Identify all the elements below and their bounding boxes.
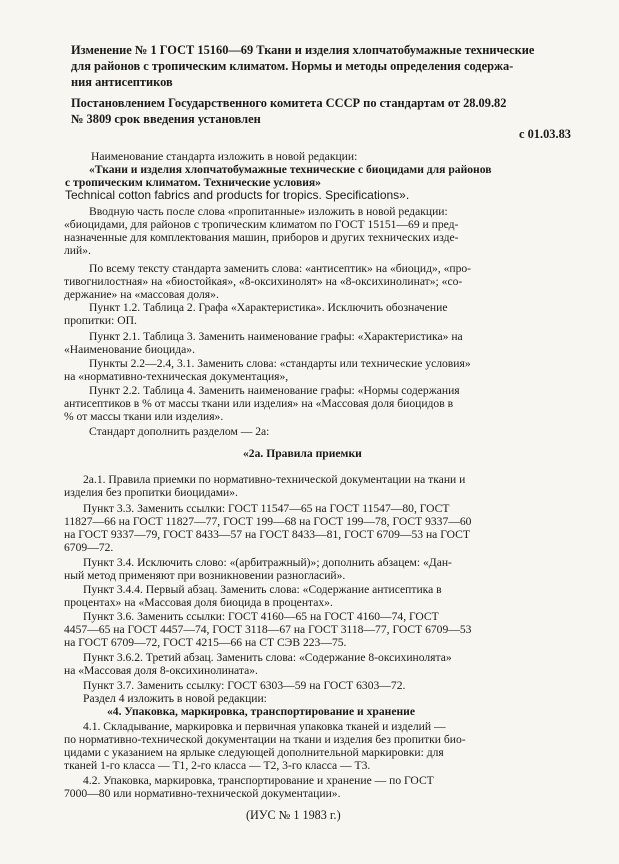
body-line: Пункт 1.2. Таблица 2. Графа «Характеристика». Исключить обозначение [89, 301, 448, 314]
body-line: 4.2. Упаковка, маркировка, транспортирование и хранение — по ГОСТ [83, 774, 434, 787]
body-line: на «Массовая доля 8-оксихинолината». [64, 664, 258, 677]
body-line: процентах» на «Массовая доля биоцида в процентах». [64, 596, 333, 609]
body-line: Пункт 3.4. Исключить слово: «(арбитражный)»; дополнить абзацем: «Дан- [83, 556, 452, 569]
body-line: «Наименование биоцида». [64, 343, 195, 356]
body-line: Наименование стандарта изложить в новой редакции: [91, 150, 358, 163]
body-line: «биоцидами, для районов с тропическим климатом по ГОСТ 15151—69 и пред- [64, 218, 459, 231]
amendment-title-line-1: Изменение № 1 ГОСТ 15160—69 Ткани и изделия хлопчатобумажные технические [71, 43, 535, 57]
effective-date: с 01.03.83 [519, 127, 571, 141]
body-line: % от массы ткани или изделия». [64, 410, 224, 423]
body-line: Пункт 2.1. Таблица 3. Заменить наименование графы: «Характеристика» на [89, 330, 463, 343]
body-line: с тропическим климатом. Технические условия» [65, 176, 321, 189]
body-line: 6709—72. [64, 541, 114, 554]
body-line: Вводную часть после слова «пропитанные» изложить в новой редакции: [89, 205, 448, 218]
body-line: 7000—80 или нормативно-технической документации». [64, 787, 341, 800]
body-line: Стандарт дополнить разделом — 2а: [89, 425, 270, 438]
body-line: Technical cotton fabrics and products for tropics. Specifications». [65, 188, 410, 202]
body-line: По всему тексту стандарта заменить слова: «антисептик» на «биоцид», «про- [89, 262, 472, 275]
decree-line-2: № 3809 срок введения установлен [71, 112, 261, 126]
body-line: Пункт 2.2. Таблица 4. Заменить наименование графы: «Нормы содержания [89, 384, 460, 397]
amendment-title-line-3: ния антисептиков [71, 75, 173, 89]
body-line: Пункт 3.4.4. Первый абзац. Заменить слова: «Содержание антисептика в [83, 583, 442, 596]
body-line: антисептиков в % от массы ткани или изделия» на «Массовая доля биоцидов в [64, 397, 454, 410]
body-line: цидами с указанием на ярлыке следующей дополнительной маркировки: для [64, 746, 444, 759]
body-line: держание» на «массовая доля». [64, 288, 219, 301]
body-line: «Ткани и изделия хлопчатобумажные технические с биоцидами для районов [89, 163, 492, 176]
body-line: 4457—65 на ГОСТ 4457—74, ГОСТ 3118—67 на ГОСТ 3118—77, ГОСТ 6709—53 [64, 623, 472, 636]
body-line: Пункт 3.3. Заменить ссылки: ГОСТ 11547—65 на ГОСТ 11547—80, ГОСТ [83, 502, 450, 515]
body-line: Пункт 3.6.2. Третий абзац. Заменить слова: «Содержание 8-оксихинолята» [83, 651, 452, 664]
body-line: лий». [64, 244, 91, 257]
body-line: ный метод применяют при возникновении разногласий». [64, 569, 346, 582]
body-line: пропитки: ОП. [64, 314, 137, 327]
body-line: по нормативно-технической документации на ткани и изделия без пропитки био- [64, 733, 466, 746]
body-line: на «нормативно-техническая документация», [64, 370, 289, 383]
decree-line-1: Постановлением Государственного комитета СССР по стандартам от 28.09.82 [71, 96, 507, 110]
body-line: Пункт 3.6. Заменить ссылки: ГОСТ 4160—65 на ГОСТ 4160—74, ГОСТ [83, 610, 439, 623]
body-line: Пункт 3.7. Заменить ссылку: ГОСТ 6303—59 на ГОСТ 6303—72. [83, 679, 406, 692]
body-line: тивогнилостная» на «биостойкая», «8-оксихинолят» на «8-оксихинолинат»; «со- [64, 275, 463, 288]
body-line: изделия без пропитки биоцидами». [64, 486, 238, 499]
body-line: назначенные для комплектования машин, приборов и других технических изде- [64, 231, 459, 244]
body-line: на ГОСТ 6709—72, ГОСТ 4215—66 на СТ СЭВ 223—75. [64, 636, 347, 649]
body-line: 11827—66 на ГОСТ 11827—77, ГОСТ 199—68 на ГОСТ 199—78, ГОСТ 9337—60 [64, 515, 472, 528]
section-heading-4: «4. Упаковка, маркировка, транспортирование и хранение [107, 705, 415, 718]
amendment-title-line-2: для районов с тропическим климатом. Нормы и методы определения содержа- [71, 59, 514, 73]
body-line: 2а.1. Правила приемки по нормативно-технической документации на ткани и [83, 473, 466, 486]
body-line: 4.1. Складывание, маркировка и первичная упаковка тканей и изделий — [83, 720, 446, 733]
body-line: Раздел 4 изложить в новой редакции: [83, 692, 267, 705]
source-citation: (ИУС № 1 1983 г.) [246, 808, 341, 822]
section-heading-2a: «2а. Правила приемки [243, 447, 362, 460]
body-line: тканей 1-го класса — Т1, 2-го класса — Т2, 3-го класса — Т3. [64, 759, 371, 772]
body-line: на ГОСТ 9337—79, ГОСТ 8433—57 на ГОСТ 8433—81, ГОСТ 6709—53 на ГОСТ [64, 528, 470, 541]
body-line: Пункты 2.2—2.4, 3.1. Заменить слова: «стандарты или технические условия» [89, 357, 471, 370]
